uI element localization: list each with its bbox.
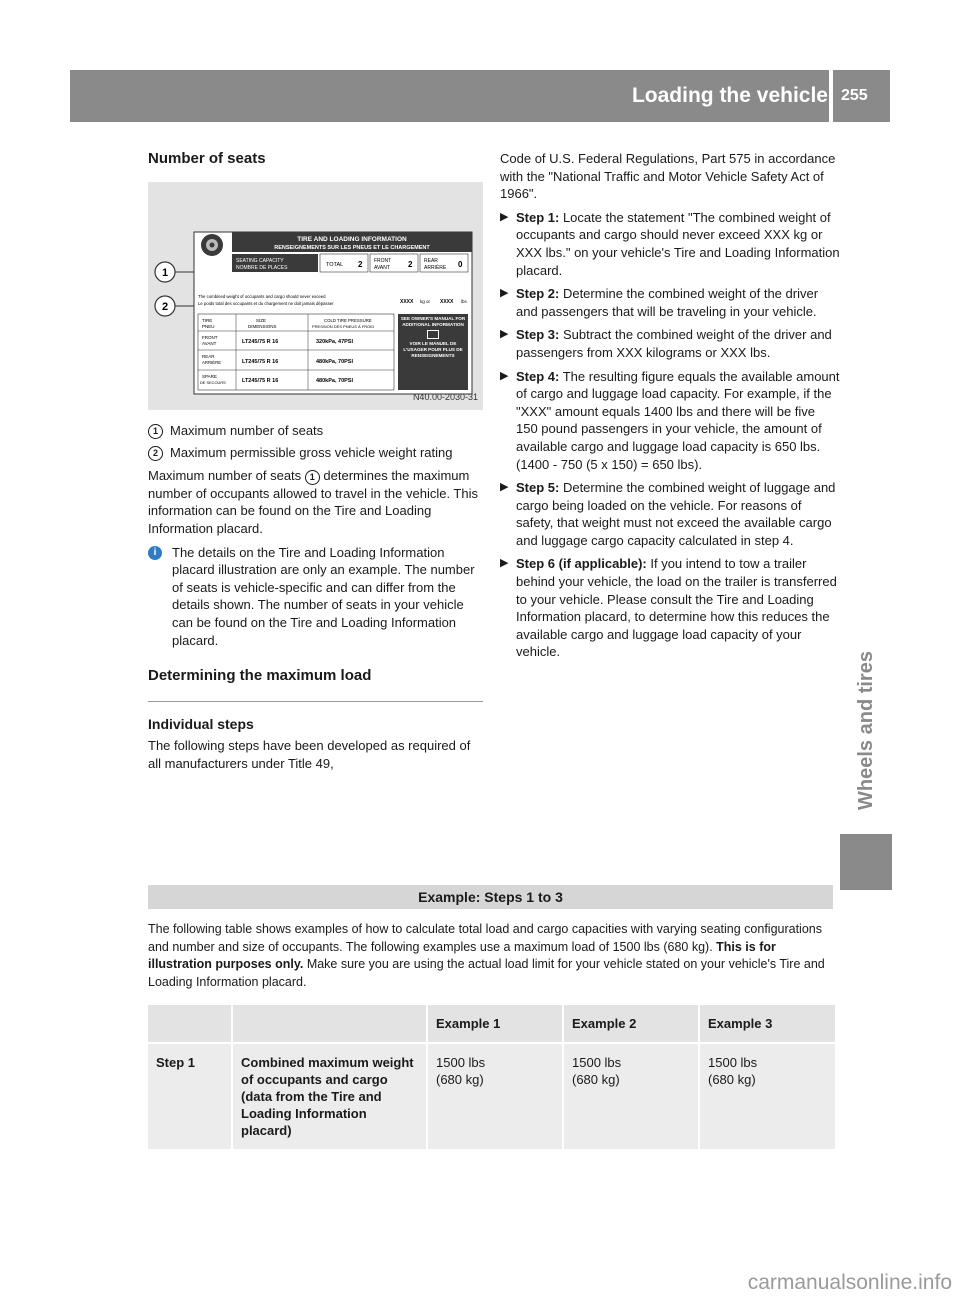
placard-total-value: 2 xyxy=(358,259,363,269)
step-text: The resulting figure equals the available amount of cargo and luggage load capacity. For example, if the "XXX" amount equals 1400 lbs and there will be five 150 pound passengers in your vehicle, the amount of available cargo and luggage load capacity is 650 lbs. (1400 - 750 (5 x 150) = 650 lbs). xyxy=(516,368,840,472)
seats-paragraph xyxy=(148,467,483,538)
example-intro xyxy=(148,921,836,991)
placard-title: TIRE AND LOADING INFORMATION xyxy=(297,235,407,243)
legend-number-2: 2 xyxy=(148,446,163,461)
table-header-example-1: Example 1 xyxy=(427,1005,563,1043)
placard-row-rear-pressure: 480kPa, 70PSI xyxy=(316,358,354,365)
right-column xyxy=(500,150,840,667)
value-lbs: 1500 lbs xyxy=(708,1055,758,1070)
seats-paragraph-end: determines the maximum number of occupants allowed to travel in the vehicle. This information can be found on the Tire and Loading Information placard. xyxy=(148,467,478,536)
arrow-icon: ▶ xyxy=(500,557,509,570)
example-table xyxy=(148,1005,835,1149)
placard-manual-en: SEE OWNER'S MANUAL FOR ADDITIONAL INFORMATION xyxy=(400,315,466,327)
placard-weight-xxx-lbs: XXXX xyxy=(440,298,454,305)
placard-row-front: FRONT xyxy=(202,334,218,340)
arrow-icon: ▶ xyxy=(500,481,509,494)
value-kg: (680 kg) xyxy=(572,1072,620,1087)
callout-1: 1 xyxy=(161,266,169,279)
subheading-individual-steps: Individual steps xyxy=(148,715,254,732)
value-kg: (680 kg) xyxy=(708,1072,756,1087)
step-item xyxy=(500,285,840,320)
arrow-icon: ▶ xyxy=(500,287,509,300)
placard-row-front-size: LT245/75 R 16 xyxy=(242,338,279,345)
placard-rear-label: REAR xyxy=(424,257,438,264)
placard-manual-fr: VOIR LE MANUEL DE L'USAGER POUR PLUS DE RENSEIGNEMENTS xyxy=(403,340,463,358)
step-label: Step 4: xyxy=(516,368,560,384)
placard-col-tire-fr: PNEU xyxy=(202,323,215,329)
callout-2: 2 xyxy=(161,300,169,313)
legend-item-1 xyxy=(148,422,483,440)
table-header xyxy=(148,1005,232,1043)
header-divider xyxy=(829,70,833,122)
section-heading-max-load: Determining the maximum load xyxy=(148,667,372,685)
inline-number-1: 1 xyxy=(305,470,320,485)
placard-weight-kg: kg or xyxy=(420,298,431,304)
placard-col-pressure: COLD TIRE PRESSURE xyxy=(324,317,372,323)
arrow-icon: ▶ xyxy=(500,328,509,341)
step-label: Step 3: xyxy=(516,327,560,343)
placard-col-size: SIZE xyxy=(256,317,267,323)
placard-weight-lbs: lbs xyxy=(461,298,467,304)
step-text: Determine the combined weight of the driver and passengers that will be traveling in your vehicle. xyxy=(516,286,819,319)
placard-weight-fr: Le poids total des occupants et du chargement ne doit jamais dépasser xyxy=(198,300,334,306)
side-tab-label: Wheels and tires xyxy=(854,650,877,810)
info-icon: i xyxy=(148,546,162,560)
steps-intro-paragraph: The following steps have been developed as required of all manufacturers under Title 49, xyxy=(148,738,471,771)
placard-row-spare-fr: DE SECOURS xyxy=(200,379,226,385)
placard-figure xyxy=(148,182,483,410)
value-lbs: 1500 lbs xyxy=(572,1055,622,1070)
step-text: If you intend to tow a trailer behind your vehicle, the load on the trailer is transferred to your vehicle. Please consult the Tire and Loading Information placard, to determine how this reduces the available cargo and luggage load capacity of your vehicle. xyxy=(516,556,837,660)
value-lbs: 1500 lbs xyxy=(436,1055,486,1070)
placard-rear-value: 0 xyxy=(458,259,463,269)
step-text: Locate the statement "The combined weight of occupants and cargo should never exceed XXX kg or XXX lbs." on your vehicle's Tire and Loading Information placard. xyxy=(516,209,840,278)
placard-col-tire: TIRE xyxy=(202,317,213,323)
example-intro-start: The following table shows examples of how to calculate total load and cargo capacities with varying seating configurations and number and size of occupants. The following examples use a maximum load of 1500 lbs (680 kg). xyxy=(148,922,822,954)
page-title: Loading the vehicle xyxy=(631,84,828,107)
table-header xyxy=(232,1005,427,1043)
example-title: Example: Steps 1 to 3 xyxy=(418,889,563,905)
step-text: Determine the combined weight of luggage and cargo being loaded on the vehicle. For reasons of safety, that weight must not exceed the available cargo and luggage cargo capacity calculated in step 4. xyxy=(516,480,836,548)
table-cell-description: Combined maximum weight of occupants and cargo (data from the Tire and Loading Information placard) xyxy=(232,1043,427,1149)
left-column xyxy=(148,150,483,779)
table-row xyxy=(148,1043,835,1149)
placard-row-spare-size: LT245/75 R 16 xyxy=(242,377,279,384)
placard-col-size-fr: DIMENSIONS xyxy=(248,323,277,329)
step-item xyxy=(500,209,840,279)
placard-capacity-label: SEATING CAPACITY xyxy=(236,257,284,264)
watermark: carmanualsonline.info xyxy=(747,1271,952,1294)
step-item xyxy=(500,326,840,361)
table-header-example-2: Example 2 xyxy=(563,1005,699,1043)
step-label: Step 2: xyxy=(516,286,560,302)
placard-rear-fr: ARRIÈRE xyxy=(424,264,447,271)
side-tab-marker xyxy=(840,834,892,890)
placard-front-fr: AVANT xyxy=(374,264,390,271)
placard-row-rear-size: LT245/75 R 16 xyxy=(242,358,279,365)
step-item xyxy=(500,368,840,474)
example-intro-bold: This is for illustration purposes only. xyxy=(148,939,776,972)
table-header-row xyxy=(148,1005,835,1043)
placard-col-pressure-fr: PRESSION DES PNEUS À FROID xyxy=(312,323,375,329)
section-heading-seats: Number of seats xyxy=(148,150,266,167)
placard-row-front-fr: AVANT xyxy=(202,340,217,346)
placard-row-rear-fr: ARRIÈRE xyxy=(202,359,222,365)
placard-row-spare-pressure: 480kPa, 70PSI xyxy=(316,377,354,384)
legend-item-2 xyxy=(148,444,483,462)
placard-subtitle: RENSEIGNEMENTS SUR LES PNEUS ET LE CHARGEMENT xyxy=(274,244,430,251)
placard-front-value: 2 xyxy=(408,259,413,269)
table-header-example-3: Example 3 xyxy=(699,1005,835,1043)
step-item xyxy=(500,555,840,661)
info-note-text: The details on the Tire and Loading Information placard illustration are only an example. The number of seats is vehicle-specific and can differ from the details shown. The number of seats in your vehicle can be found on the Tire and Loading Information placard. xyxy=(172,544,475,648)
info-note xyxy=(148,544,483,650)
placard-illustration xyxy=(148,182,483,410)
divider xyxy=(148,701,483,702)
arrow-icon: ▶ xyxy=(500,369,509,382)
table-cell-value xyxy=(699,1043,835,1149)
table-cell-step: Step 1 xyxy=(156,1055,196,1070)
legend-text-1: Maximum number of seats xyxy=(170,422,324,438)
placard-total-label: TOTAL xyxy=(326,261,344,268)
step-label: Step 5: xyxy=(516,480,560,496)
side-tab xyxy=(840,630,892,830)
step-item xyxy=(500,479,840,549)
placard-row-front-pressure: 320kPa, 47PSI xyxy=(316,338,354,345)
step-text: Subtract the combined weight of the driver and passengers from XXX kilograms or XXX lbs. xyxy=(516,327,832,360)
example-intro-end: Make sure you are using the actual load limit for your vehicle stated on your vehicle's Tire and Loading Information placard. xyxy=(148,957,825,989)
placard-weight-xxx-kg: XXXX xyxy=(400,298,414,305)
figure-code: N40.00-2030-31 xyxy=(412,392,478,402)
placard-row-spare: SPARE xyxy=(202,373,217,379)
legend-number-1: 1 xyxy=(148,424,163,439)
step-label: Step 1: xyxy=(516,209,560,225)
placard-weight-en: The combined weight of occupants and cargo should never exceed xyxy=(198,293,326,299)
placard-front-label: FRONT xyxy=(374,257,392,264)
table-cell-value xyxy=(563,1043,699,1149)
seats-paragraph-start: Maximum number of seats xyxy=(148,467,305,483)
placard-row-rear: REAR xyxy=(202,353,215,359)
step-label: Step 6 (if applicable): xyxy=(516,556,647,572)
legend-text-2: Maximum permissible gross vehicle weight rating xyxy=(170,445,453,461)
placard-capacity-label-fr: NOMBRE DE PLACES xyxy=(236,264,288,271)
value-kg: (680 kg) xyxy=(436,1072,484,1087)
page-number: 255 xyxy=(841,87,868,104)
arrow-icon: ▶ xyxy=(500,210,509,223)
table-cell-value xyxy=(427,1043,563,1149)
steps-intro-continued: Code of U.S. Federal Regulations, Part 575 in accordance with the "National Traffic and Motor Vehicle Safety Act of 1966". xyxy=(500,151,836,202)
